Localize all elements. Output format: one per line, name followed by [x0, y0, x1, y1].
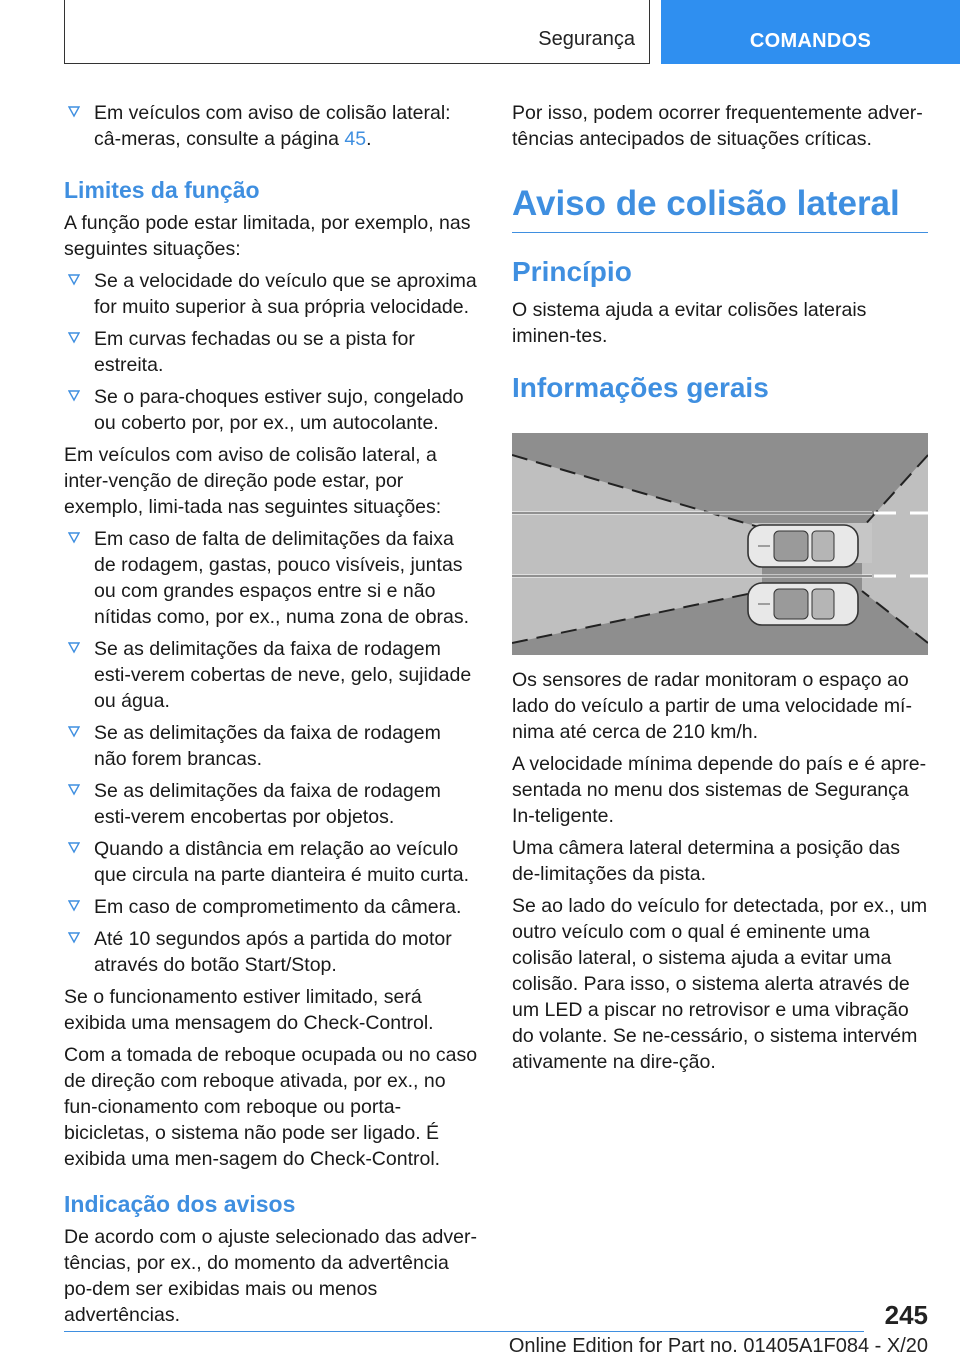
list-item-text: Em caso de comprometimento da câmera. — [94, 896, 462, 918]
info-paragraph: Se ao lado do veículo for detectada, por ex., um outro veículo com o qual é eminente uma colisão lateral, o sistema ajuda a evitar uma colisão. Para isso, o sistema alerta através de um LED a piscar no retrovisor e uma vibração do volante. Se ne-cessário, o sistema intervém ativamente na dire-ção. — [512, 895, 928, 1073]
principle-paragraph: O sistema ajuda a evitar colisões laterais iminen-tes. — [512, 299, 867, 347]
left-column — [64, 100, 478, 1334]
list-item-text: Se as delimitações da faixa de rodagem esti-verem cobertas de neve, gelo, sujidade ou água. — [94, 638, 472, 712]
triangle-bullet-icon — [68, 932, 80, 944]
limited-paragraph: Se o funcionamento estiver limitado, será exibida uma mensagem do Check-Control. — [64, 986, 434, 1034]
triangle-bullet-icon — [68, 274, 80, 286]
list-item-text: Até 10 segundos após a partida do motor através do botão Start/Stop. — [94, 928, 452, 976]
list-item — [64, 894, 478, 920]
triangle-bullet-icon — [68, 726, 80, 738]
footer-edition: Online Edition for Part no. 01405A1F084 - X/20 — [508, 1335, 928, 1357]
chapter-tab — [661, 0, 960, 64]
section-box — [64, 0, 650, 64]
info-paragraph: A velocidade mínima depende do país e é apre-sentada no menu dos sistemas de Segurança In-teligente. — [512, 753, 927, 827]
car-top-icon — [748, 525, 858, 567]
list-item — [64, 326, 478, 378]
list-item — [64, 526, 478, 630]
list-item-text: Quando a distância em relação ao veículo que circula na parte dianteira é muito curta. — [94, 838, 470, 886]
triangle-bullet-icon — [68, 390, 80, 402]
info-paragraph: Uma câmera lateral determina a posição das de-limitações da pista. — [512, 837, 901, 885]
lane-radar-illustration — [512, 433, 928, 655]
section-title: Segurança — [538, 28, 635, 50]
triangle-bullet-icon — [68, 900, 80, 912]
list-item-text: Se o para-choques estiver sujo, congelado ou coberto por, por ex., um autocolante. — [94, 386, 464, 434]
list-item — [64, 268, 478, 320]
list-item-text: Se as delimitações da faixa de rodagem não forem brancas. — [94, 722, 441, 770]
principle-heading: Princípio — [512, 256, 632, 287]
list-item — [64, 720, 478, 772]
intervention-intro: Em veículos com aviso de colisão lateral, a inter-venção de direção pode estar, por exemplo, limi-tada nas seguintes situações: — [64, 444, 442, 518]
list-item — [64, 100, 478, 152]
limits-list — [64, 268, 478, 436]
road-diagram — [512, 433, 928, 655]
page-number: 245 — [884, 1300, 928, 1330]
warnings-heading: Indicação dos avisos — [64, 1191, 296, 1217]
info-heading: Informações gerais — [512, 372, 769, 403]
triangle-bullet-icon — [68, 332, 80, 344]
limits-intro: A função pode estar limitada, por exemplo, nas seguintes situações: — [64, 212, 471, 260]
info-paragraphs — [512, 667, 928, 1075]
list-item-text: Se a velocidade do veículo que se aproxima for muito superior à sua própria velocidade. — [94, 270, 477, 318]
triangle-bullet-icon — [68, 106, 80, 118]
page-link[interactable]: 45 — [344, 128, 367, 150]
list-item — [64, 926, 478, 978]
intervention-list — [64, 526, 478, 978]
page-header — [0, 0, 960, 66]
info-paragraph: Os sensores de radar monitoram o espaço ao lado do veículo a partir de uma velocidade mí-nima até cerca de 210 km/h. — [512, 669, 912, 743]
limits-heading: Limites da função — [64, 177, 260, 203]
main-heading: Aviso de colisão lateral — [512, 182, 928, 233]
warnings-paragraph: De acordo com o ajuste selecionado das adver-tências, por ex., do momento da advertência po-dem ser exibidas mais ou menos advertências. — [64, 1226, 477, 1326]
triangle-bullet-icon — [68, 532, 80, 544]
list-item — [64, 636, 478, 714]
chapter-title: COMANDOS — [749, 30, 872, 52]
continuation-paragraph: Por isso, podem ocorrer frequentemente adver-tências antecipados de situações críticas. — [512, 102, 923, 150]
footer-rule — [64, 1331, 864, 1332]
list-item-text: Em curvas fechadas ou se a pista for estreita. — [94, 328, 415, 376]
intro-list — [64, 100, 478, 152]
trailer-paragraph: Com a tomada de reboque ocupada ou no caso de direção com reboque ativada, por ex., no fun-cionamento com reboque ou porta-bicicletas, o sistema não pode ser ligado. É exibida uma men-sagem do Check-Control. — [64, 1044, 478, 1170]
triangle-bullet-icon — [68, 842, 80, 854]
list-item — [64, 384, 478, 436]
triangle-bullet-icon — [68, 784, 80, 796]
list-item — [64, 778, 478, 830]
triangle-bullet-icon — [68, 642, 80, 654]
car-bottom-icon — [748, 583, 858, 625]
right-column — [512, 100, 928, 1081]
intro-bullet-suffix: . — [366, 128, 372, 150]
intro-bullet-text: Em veículos com aviso de colisão lateral: câ-meras, consulte a página — [94, 102, 451, 150]
list-item-text: Se as delimitações da faixa de rodagem esti-verem encobertas por objetos. — [94, 780, 441, 828]
list-item-text: Em caso de falta de delimitações da faixa de rodagem, gastas, pouco visíveis, juntas ou com grandes espaços entre si e não nítidas como, por ex., numa zona de obras. — [94, 528, 470, 628]
list-item — [64, 836, 478, 888]
